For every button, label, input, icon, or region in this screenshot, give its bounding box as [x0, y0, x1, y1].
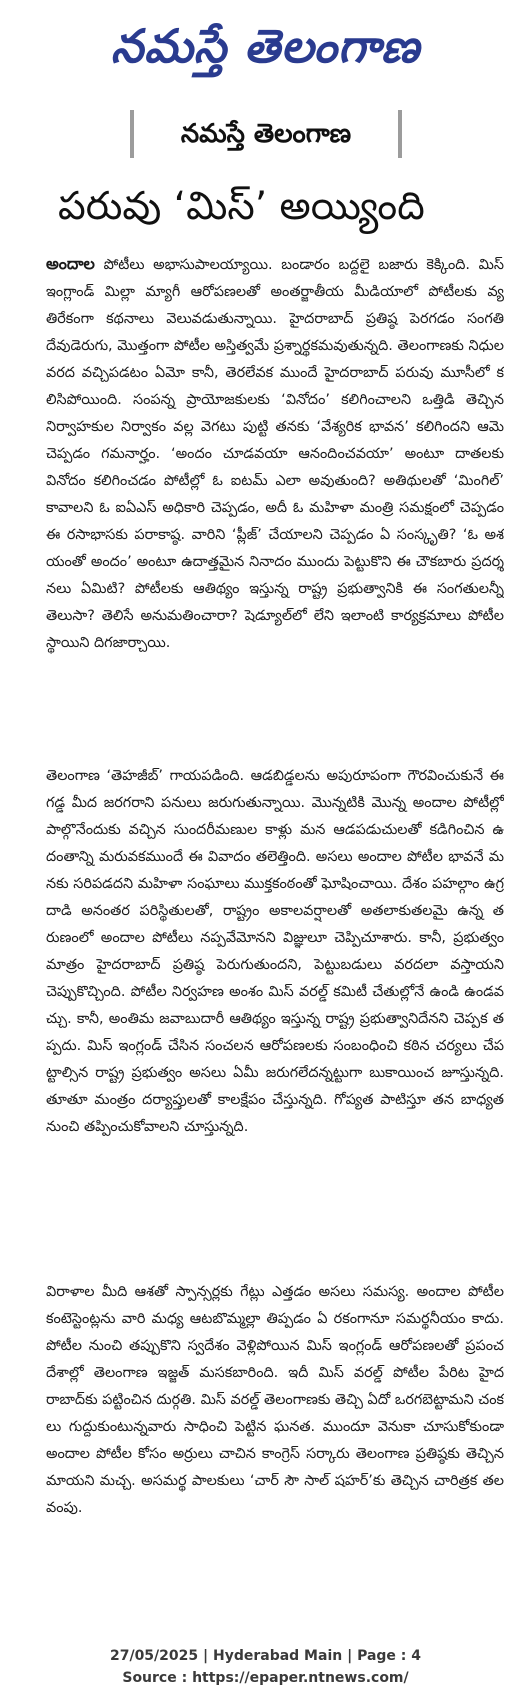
- page-footer: [0, 1645, 531, 1689]
- article-headline: పరువు ‘మిస్’ అయ్యింది: [58, 184, 425, 229]
- banner-bar-left: [130, 110, 134, 158]
- banner-bar-right: [398, 110, 402, 158]
- article-paragraph-2: తెలంగాణ ‘తెహజీబ్’ గాయపడింది. ఆడబిడ్డలను అపురూపంగా గౌరవించుకునే ఈ గడ్డ మీద జరగరాని పనులు జరుగుతున్నాయి. మొన్నటికి మొన్న అందాల పోటీల్లో పాల్గొనేందుకు వచ్చిన సుందరీమణుల కాళ్లు మన ఆడపడుచులతో కడిగించిన ఉదంతాన్ని మరువకముందే ఈ వివాదం తలెత్తింది. అసలు అందాల పోటీల భావనే మనకు సరిపడదని మహిళా సంఘాలు ముక్తకంఠంతో ఘోషించాయి. దేశం పహల్గాం ఉగ్రదాడి అనంతర పరిస్థితులతో, రాష్ట్రం అకాలవర్షాలతో అతలాకుతలమై ఉన్న తరుణంలో అందాల పోటీలు నప్పవేమోనని విజ్ఞులూ చెప్పిచూశారు. కానీ, ప్రభుత్వం మాత్రం హైదరాబాద్ ప్రతిష్ఠ పెరుగుతుందని, పెట్టుబడులు వరదలా వస్తాయని చెప్పుకొచ్చింది. పోటీల నిర్వహణ అంశం మిస్ వరల్డ్ కమిటీ చేతుల్లోనే ఉండి ఉండవచ్చు. కానీ, అంతిమ జవాబుదారీ ఆతిథ్యం ఇస్తున్న రాష్ట్ర ప్రభుత్వానిదేనని చెప్పక తప్పదు. మిస్ ఇంగ్లండ్ చేసిన సంచలన ఆరోపణలకు సంబంధించి కఠిన చర్యలు చేపట్టాల్సిన రాష్ట్ర ప్రభుత్వం అసలు ఏమీ జరుగలేదన్నట్టుగా బుకాయించ జూస్తున్నది. తూతూ మంత్రం దర్యాప్తులతో కాలక్షేపం చేస్తున్నది. గోప్యత పాటిస్తూ తన బాధ్యత నుంచి తప్పించుకోవాలని చూస్తున్నది.: [46, 768, 504, 1135]
- newspaper-masthead: నమస్తే తెలంగాణ: [110, 19, 421, 73]
- article-paragraph-1: [46, 250, 504, 736]
- article-body: [46, 250, 504, 1595]
- paragraph-1-text: పోటీలు అభాసుపాలయ్యాయి. బండారం బద్దలై బజారు కెక్కింది. మిస్ ఇంగ్లాండ్ మిల్లా మ్యాగీ ఆరోపణలతో అంతర్జాతీయ మీడియాలో పోటీలకు వ్యతిరేకంగా కథనాలు వెలువడుతున్నాయి. హైదరాబాద్ ప్రతిష్ఠ పెరగడం సంగతి దేవుడెరుగు, మొత్తంగా పోటీల అస్తిత్వమే ప్రశ్నార్థకమవుతున్నది. తెలంగాణకు నిధుల వరద వచ్చిపడటం ఏమో కానీ, తెరలేవక ముందే హైదరాబాద్ పరువు మూసీలో కలిసిపోయింది. సంపన్న ప్రాయోజకులకు ‘వినోదం’ కలిగించాలని ఒత్తిడి తెచ్చిన నిర్వాహకుల నిర్వాకం వల్ల వెగటు పుట్టి తనకు ‘వేశ్యరిక భావన’ కలిగిందని ఆమె చెప్పడం గమనార్హం. ‘అందం చూడవయా ఆనందించవయా’ అంటూ దాతలకు వినోదం కలిగించడం పోటీల్లో ఓ ఐటమ్ ఎలా అవుతుంది? అతిథులతో ‘మింగిల్’ కావాలని ఓ ఐఏఎస్ అధికారి చెప్పడం, అదీ ఓ మహిళా మంత్రి సమక్షంలో చెప్పడం ఈ రసాభాసకు పరాకాష్ఠ. వారిని ‘ప్లీజ్’ చేయాలని చెప్పడం ఏ సంస్కృతి? ‘ఓ అశయంతో అందం’ అంటూ ఉదాత్తమైన నినాదం ముందు పెట్టుకొని ఈ చౌకబారు ప్రదర్శనలు ఏమిటి? పోటీలకు ఆతిథ్యం ఇస్తున్న రాష్ట్ర ప్రభుత్వానికి ఈ సంగతులన్నీ తెలుసా? తెలిసే అనుమతించారా? షెడ్యూల్‌లో లేని ఇలాంటి కార్యక్రమాలు పోటీల స్థాయిని దిగజార్చాయి.: [46, 257, 504, 651]
- column-banner: [130, 106, 402, 162]
- lead-word: అందాల: [46, 254, 95, 273]
- source-line: Source : https://epaper.ntnews.com/: [122, 1670, 409, 1686]
- article-paragraph-3: విరాళాల మీది ఆశతో స్పాన్సర్లకు గేట్లు ఎత్తడం అసలు సమస్య. అందాల పోటీల కంటెస్టెంట్లను వారి మధ్య ఆటబొమ్మల్లా తిప్పడం ఏ రకంగానూ సమర్థనీయం కాదు. పోటీల నుంచి తప్పుకొని స్వదేశం వెళ్లిపోయిన మిస్ ఇంగ్లండ్ ఆరోపణలతో ప్రపంచ దేశాల్లో తెలంగాణ ఇజ్జత్ మసకబారింది. ఇదీ మిస్ వరల్డ్ పోటీల పేరిట హైదరాబాద్‌కు పట్టించిన దుర్గతి. మిస్ వరల్డ్ తెలంగాణకు తెచ్చి ఏదో ఒరగబెట్టామని చంకలు గుద్దుకుంటున్నవారు సాధించి పెట్టిన ఘనత. ముందూ వెనుకా చూసుకోకుండా అందాల పోటీల కోసం అర్రులు చాచిన కాంగ్రెస్ సర్కారు తెలంగాణ ప్రతిష్ఠకు తెచ్చిన మాయని మచ్చ. అసమర్థ పాలకులు ‘చార్ సౌ సాల్ షహర్’కు తెచ్చిన చారిత్రక తలవంపు.: [46, 1284, 504, 1516]
- edition-line: 27/05/2025 | Hyderabad Main | Page : 4: [109, 1648, 422, 1664]
- column-title: నమస్తే తెలంగాణ: [180, 119, 352, 149]
